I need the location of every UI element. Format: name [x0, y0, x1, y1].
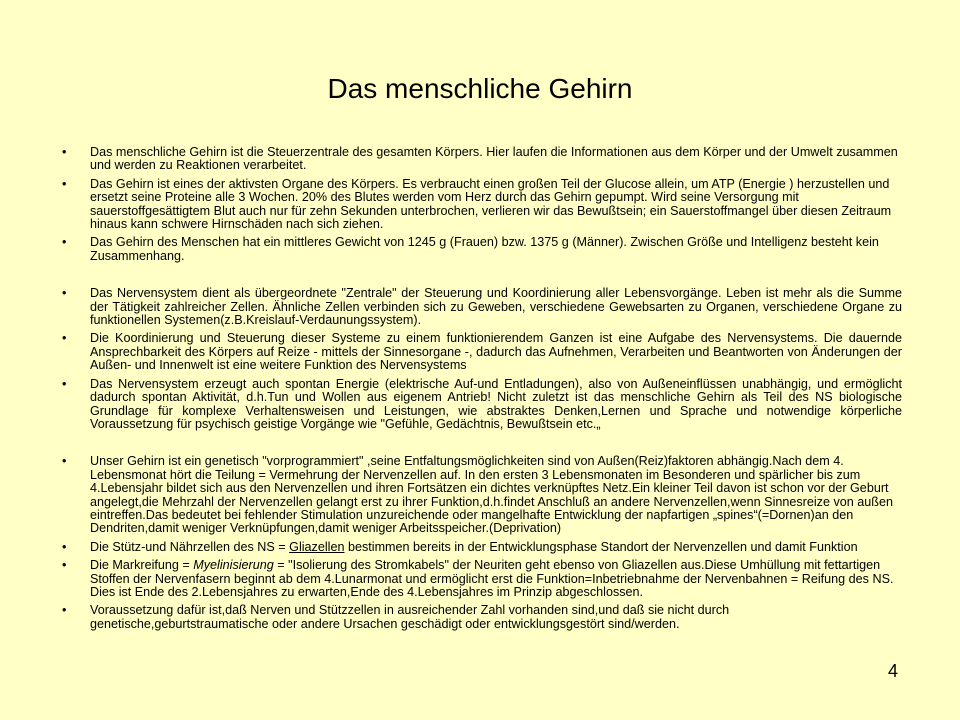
bullet-icon: •	[62, 376, 67, 391]
bullet-text: Voraussetzung dafür ist,daß Nerven und Stützzellen in ausreichender Zahl vorhanden sind,und daß sie nicht durch genetische,geburtstraumatische oder andere Ursachen geschädigt oder entwicklungsgestört sind/werden.	[90, 603, 730, 631]
bullet-text-start: Die Markreifung =	[90, 558, 194, 573]
bullet-icon: •	[62, 331, 67, 346]
list-item	[62, 604, 902, 631]
bullet-text: Das Nervensystem dient als übergeordnete "Zentrale" der Steuerung und Koordinierung aller Lebensvorgänge. Leben ist mehr als die Summe der Tätigkeit zahlreicher Zellen. Ähnliche Zellen verbinden sich zu Geweben, verschiedene Gewebsarten zu Organen, verschiedene Organe zu funktionellen Systemen(z.B.Kreislauf-Verdaunungssystem).	[90, 286, 902, 328]
list-item	[62, 455, 902, 535]
list-item	[62, 146, 902, 173]
list-item	[62, 541, 902, 554]
bullet-icon: •	[62, 235, 67, 250]
list-item	[62, 559, 902, 599]
gliazellen-term: Gliazellen	[289, 539, 345, 554]
page-title: Das menschliche Gehirn	[327, 73, 633, 104]
bullet-icon: •	[62, 286, 67, 301]
list-item	[62, 332, 902, 372]
bullet-text: Das Nervensystem erzeugt auch spontan Energie (elektrische Auf-und Entladungen), also von Außeneinflüssen unabhängig, und ermöglicht dadurch spontan Aktivität, d.h.Tun und Wollen aus eigenem Antrieb! Nicht zuletzt ist das menschliche Gehirn als Teil des NS biologische Grundlage für komplexe Verhaltensweisen und Leistungen, wie abstraktes Denken,Lernen und Sprache und notwendige körperliche Voraussetzung für psychisch geistige Vorgänge wie "Gefühle, Gedächtnis, Bewußtsein etc.„	[90, 376, 902, 431]
bullet-icon: •	[62, 176, 67, 191]
page-number: 4	[888, 661, 899, 681]
bullet-text: Das menschliche Gehirn ist die Steuerzentrale des gesamten Körpers. Hier laufen die Informationen aus dem Körper und der Umwelt zusammen und werden zu Reaktionen verarbeitet.	[90, 145, 898, 173]
myelinisierung-term: Myelinisierung	[193, 558, 274, 573]
list-item	[62, 287, 902, 327]
bullet-text-end: bestimmen bereits in der Entwicklungsphase Standort der Nervenzellen und damit Funktion	[344, 539, 858, 554]
bullet-icon: •	[62, 454, 67, 469]
bullet-icon: •	[62, 539, 67, 554]
bullet-text: Die Koordinierung und Steuerung dieser Systeme zu einem funktionierendem Ganzen ist eine Aufgabe des Nervensystems. Die dauernde Ansprechbarkeit des Körpers auf Reize - mittels der Sinnesorgane -, dadurch das Aufnehmen, Verarbeiten und Beantworten von Änderungen der Außen- und Innenwelt ist eine weitere Funktion des Nervensystems	[90, 331, 902, 373]
bullet-text: Das Gehirn ist eines der aktivsten Organe des Körpers. Es verbraucht einen großen Teil der Glucose allein, um ATP (Energie ) herzustellen und ersetzt seine Proteine alle 3 Wochen. 20% des Blutes werden vom Herz durch das Gehirn gepumpt. Wird seine Versorgung mit sauerstoffgesättigtem Blut auch nur für zehn Sekunden unterbrochen, verlieren wir das Bewußtsein; ein Sauerstoffmangel über diesen Zeitraum hinaus kann schwere Hirnschäden nach sich ziehen.	[90, 176, 892, 232]
bullet-text-end: = "Isolierung des Stromkabels" der Neuriten geht ebenso von Gliazellen aus.Diese Umhüllung mit fettartigen Stoffen der Nervenfasern beginnt ab dem 4.Lunarmonat und ermöglicht erst die Funktion=Inbetriebnahme der Nervenbahnen = Reifung des NS. Dies ist Ende des 2.Lebensjahres zu erwarten,Ende des 4.Lebensjahres im Prinzip abgeschlossen.	[90, 558, 894, 599]
bullet-icon: •	[62, 145, 67, 159]
list-item	[62, 236, 902, 263]
bullet-text: Das Gehirn des Menschen hat ein mittleres Gewicht von 1245 g (Frauen) bzw. 1375 g (Männer). Zwischen Größe und Intelligenz besteht kein Zusammenhang.	[90, 235, 879, 263]
bullet-text: Unser Gehirn ist ein genetisch "vorprogrammiert" ,seine Entfaltungsmöglichkeiten sind von Außen(Reiz)faktoren abhängig.Nach dem 4. Lebensmonat hört die Teilung = Vermehrung der Nervenzellen auf. In den ersten 3 Lebensmonaten im Besonderen und spärlicher bis zum 4.Lebensjahr bildet sich aus den Nervenzellen und ihren Fortsätzen ein dichtes verknüpftes Netz.Ein kleiner Teil davon ist schon vor der Geburt angelegt,die Mehrzahl der Nervenzellen gelangt erst zu ihrer Funktion,d.h.findet Anschluß an andere Nervenzellen,wenn Sinnesreize von außen eintreffen.Das bedeutet bei fehlender Stimulation unzureichende oder mangelhafte Entwicklung der napfartigen „spines“(=Dornen)an den Dendriten,damit weniger Verknüpfungen,damit weniger Arbeitsspeicher.(Deprivation)	[90, 454, 893, 536]
list-item	[62, 178, 902, 232]
bullet-list	[62, 146, 902, 636]
bullet-icon: •	[62, 558, 67, 573]
bullet-text-start: Die Stütz-und Nährzellen des NS =	[90, 539, 290, 554]
list-item	[62, 378, 902, 432]
bullet-icon: •	[62, 603, 67, 618]
